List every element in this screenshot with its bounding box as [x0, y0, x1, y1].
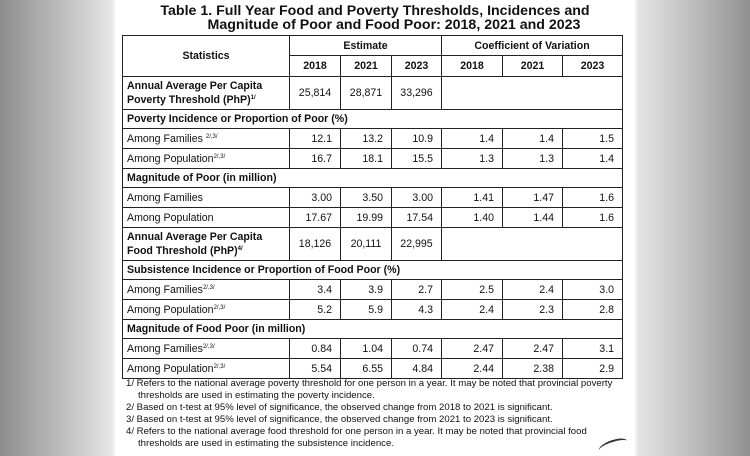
empty-cell: [442, 228, 623, 261]
value-cell: 3.50: [341, 188, 392, 208]
value-cell: 3.00: [290, 188, 341, 208]
footnote-ref: 2/,3/: [213, 304, 226, 311]
value-cell: 1.4: [563, 149, 623, 169]
footnote: 2/ Based on t-test at 95% level of significance, the observed change from 2018 to 2021 is significant.: [126, 402, 553, 413]
table-row: [123, 208, 623, 228]
value-cell: 2.5: [442, 280, 503, 300]
year-header: 2023: [563, 56, 623, 77]
row-label-line: Poverty Threshold (PhP): [127, 94, 251, 106]
value-cell: 28,871: [341, 77, 392, 110]
value-cell: 1.3: [442, 149, 503, 169]
title-line-1: Table 1. Full Year Food and Poverty Thresholds, Incidences and: [160, 3, 590, 19]
row-label-text: Among Population: [127, 303, 214, 316]
footnote: 3/ Based on t-test at 95% level of significance, the observed change from 2021 to 2023 is significant.: [126, 414, 553, 425]
section-row: [123, 110, 623, 129]
empty-cell: [442, 77, 623, 110]
value-cell: 19.99: [341, 208, 392, 228]
value-cell: 12.1: [290, 129, 341, 149]
value-cell: 1.47: [503, 188, 563, 208]
row-label: [123, 228, 290, 261]
row-label: [123, 280, 290, 300]
value-cell: 1.6: [563, 208, 623, 228]
value-cell: 10.9: [392, 129, 442, 149]
value-cell: 4.84: [392, 359, 442, 379]
table-row: [123, 129, 623, 149]
value-cell: 2.47: [442, 339, 503, 359]
estimate-header: Estimate: [290, 36, 442, 56]
table-row: [123, 188, 623, 208]
value-cell: 2.38: [503, 359, 563, 379]
value-cell: 5.54: [290, 359, 341, 379]
value-cell: 1.44: [503, 208, 563, 228]
row-label-line: Annual Average Per Capita: [127, 231, 263, 243]
year-header: 2018: [290, 56, 341, 77]
row-label-line: Food Threshold (PhP): [127, 245, 238, 257]
value-cell: 2.4: [442, 300, 503, 320]
value-cell: 1.6: [563, 188, 623, 208]
year-header: 2018: [442, 56, 503, 77]
value-cell: 18.1: [341, 149, 392, 169]
year-header: 2021: [341, 56, 392, 77]
row-label-text: Among Families: [127, 283, 203, 296]
footnote: 4/ Refers to the national average food threshold for one person in a year. It may be noted that provincial food thresholds are used in estimating the subsistence incidence.: [126, 426, 587, 449]
row-label: [123, 77, 290, 110]
value-cell: 3.4: [290, 280, 341, 300]
section-label: Magnitude of Food Poor (in million): [123, 320, 623, 339]
row-label-line: Annual Average Per Capita: [127, 80, 263, 92]
section-row: [123, 320, 623, 339]
value-cell: 17.67: [290, 208, 341, 228]
value-cell: 22,995: [392, 228, 442, 261]
value-cell: 3.1: [563, 339, 623, 359]
value-cell: 1.3: [503, 149, 563, 169]
title-line-2: Magnitude of Poor and Food Poor: 2018, 2021 and 2023: [207, 17, 581, 33]
row-label-text: Among Population: [127, 152, 214, 165]
value-cell: 16.7: [290, 149, 341, 169]
value-cell: 0.74: [392, 339, 442, 359]
table-row: [123, 149, 623, 169]
row-label: [123, 208, 290, 228]
value-cell: 2.4: [503, 280, 563, 300]
value-cell: 2.44: [442, 359, 503, 379]
value-cell: 1.5: [563, 129, 623, 149]
value-cell: 3.0: [563, 280, 623, 300]
section-label: Magnitude of Poor (in million): [123, 169, 623, 188]
value-cell: 33,296: [392, 77, 442, 110]
footnote-ref: 2/,3/: [202, 343, 215, 350]
value-cell: 2.7: [392, 280, 442, 300]
value-cell: 5.2: [290, 300, 341, 320]
footnotes: [126, 378, 626, 450]
section-label: Poverty Incidence or Proportion of Poor (%): [123, 110, 623, 129]
value-cell: 1.4: [503, 129, 563, 149]
row-label: [123, 300, 290, 320]
statistics-header: Statistics: [123, 36, 290, 77]
value-cell: 1.04: [341, 339, 392, 359]
section-label: Subsistence Incidence or Proportion of Food Poor (%): [123, 261, 623, 280]
row-label: [123, 359, 290, 379]
row-label-text: Among Population: [127, 211, 214, 224]
section-row: [123, 261, 623, 280]
value-cell: 2.47: [503, 339, 563, 359]
value-cell: 17.54: [392, 208, 442, 228]
value-cell: 18,126: [290, 228, 341, 261]
row-label: [123, 339, 290, 359]
year-header: 2023: [392, 56, 442, 77]
footnote-ref: 2/,3/: [213, 153, 226, 160]
value-cell: 5.9: [341, 300, 392, 320]
value-cell: 25,814: [290, 77, 341, 110]
value-cell: 15.5: [392, 149, 442, 169]
section-row: [123, 169, 623, 188]
row-label-text: Among Families: [127, 342, 203, 355]
value-cell: 20,111: [341, 228, 392, 261]
row-label: [123, 129, 290, 149]
row-label-text: Among Families: [127, 191, 203, 204]
row-label-text: Among Families: [127, 132, 206, 145]
value-cell: 0.84: [290, 339, 341, 359]
value-cell: 4.3: [392, 300, 442, 320]
poverty-statistics-table: [122, 35, 623, 379]
table-row: [123, 359, 623, 379]
footnote: 1/ Refers to the national average poverty threshold for one person in a year. It may be noted that provincial poverty thresholds are used in estimating the poverty incidence.: [126, 378, 613, 401]
footnote-ref: 2/,3/: [213, 363, 226, 370]
row-label-text: Among Population: [127, 362, 214, 375]
value-cell: 2.9: [563, 359, 623, 379]
footnote-ref: 1/: [250, 95, 256, 101]
table-row: [123, 280, 623, 300]
threshold-row: [123, 228, 623, 261]
value-cell: 1.40: [442, 208, 503, 228]
row-label: [123, 188, 290, 208]
table-row: [123, 300, 623, 320]
table-row: [123, 339, 623, 359]
value-cell: 3.00: [392, 188, 442, 208]
threshold-row: [123, 77, 623, 110]
year-header: 2021: [503, 56, 563, 77]
value-cell: 3.9: [341, 280, 392, 300]
value-cell: 2.3: [503, 300, 563, 320]
cv-header: Coefficient of Variation: [442, 36, 623, 56]
footnote-ref: 2/,3/: [202, 284, 215, 291]
footnote-ref: 4/: [237, 246, 243, 252]
value-cell: 13.2: [341, 129, 392, 149]
row-label: [123, 149, 290, 169]
footnote-ref: 2/,3/: [205, 133, 218, 140]
value-cell: 6.55: [341, 359, 392, 379]
table-title: [120, 4, 630, 32]
value-cell: 1.4: [442, 129, 503, 149]
value-cell: 1.41: [442, 188, 503, 208]
value-cell: 2.8: [563, 300, 623, 320]
